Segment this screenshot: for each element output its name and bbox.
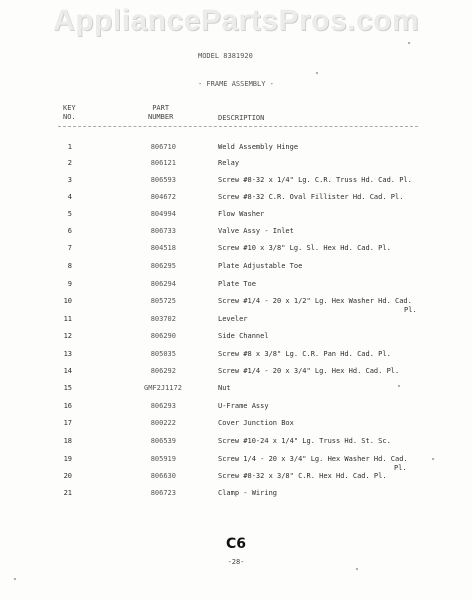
part-description: Screw #10 x 3/8" Lg. Sl. Hex Hd. Cad. Pl. — [218, 244, 391, 252]
key-number: 17 — [63, 419, 72, 427]
part-number: 806630 — [150, 472, 176, 480]
parts-row — [0, 437, 472, 447]
parts-row — [0, 315, 472, 325]
parts-row — [0, 244, 472, 254]
key-number: 19 — [63, 455, 72, 463]
part-number: 806292 — [150, 367, 176, 375]
part-description: Relay — [218, 159, 240, 167]
key-number: 10 — [63, 297, 72, 305]
key-number: 8 — [67, 262, 72, 270]
part-number: 806710 — [150, 143, 176, 151]
parts-row — [0, 350, 472, 360]
part-number: 806539 — [150, 437, 176, 445]
key-number: 1 — [67, 143, 72, 151]
parts-row — [0, 455, 472, 472]
key-number: 14 — [63, 367, 72, 375]
parts-row — [0, 193, 472, 203]
part-number: 806293 — [150, 402, 176, 410]
part-number: 806723 — [150, 489, 176, 497]
part-header-line1: PART — [152, 104, 170, 112]
part-description: Screw #8-32 C.R. Oval Fillister Hd. Cad. Pl. — [218, 193, 404, 201]
parts-row — [0, 332, 472, 342]
key-number: 9 — [67, 280, 72, 288]
description-header: DESCRIPTION — [218, 114, 265, 122]
parts-row — [0, 402, 472, 412]
part-number: 800222 — [150, 419, 176, 427]
part-description: Side Channel — [218, 332, 269, 340]
parts-row — [0, 227, 472, 237]
key-number: 16 — [63, 402, 72, 410]
parts-row — [0, 367, 472, 377]
scan-speck — [14, 578, 16, 580]
part-number: 806294 — [150, 280, 176, 288]
part-number: 804672 — [150, 193, 176, 201]
model-number: MODEL 8381920 — [198, 52, 253, 60]
part-description: Plate Adjustable Toe — [218, 262, 303, 270]
key-number: 6 — [67, 227, 72, 235]
section-title: - FRAME ASSEMBLY - — [198, 80, 274, 88]
scan-speck — [408, 42, 410, 44]
key-number: 4 — [67, 193, 72, 201]
part-description: Weld Assembly Hinge — [218, 143, 299, 151]
parts-row — [0, 176, 472, 186]
part-description: Nut — [218, 384, 231, 392]
key-number: 21 — [63, 489, 72, 497]
part-description: Screw #10-24 x 1/4" Lg. Truss Hd. St. Sc. — [218, 437, 391, 445]
parts-row — [0, 384, 472, 394]
part-description: Screw #8-32 x 3/8" C.R. Hex Hd. Cad. Pl. — [218, 472, 387, 480]
key-number: 3 — [67, 176, 72, 184]
part-description: Cover Junction Box — [218, 419, 294, 427]
part-description: Plate Toe — [218, 280, 256, 288]
key-number: 2 — [67, 159, 72, 167]
part-description: Valve Assy - Inlet — [218, 227, 294, 235]
part-description: Clamp - Wiring — [218, 489, 278, 497]
scan-speck — [398, 385, 400, 387]
part-number: 805725 — [150, 297, 176, 305]
part-number: 804994 — [150, 210, 176, 218]
scan-speck — [356, 568, 358, 570]
part-number: 805035 — [150, 350, 176, 358]
key-header-line1: KEY — [63, 104, 76, 112]
key-number: 11 — [63, 315, 72, 323]
parts-row — [0, 262, 472, 272]
key-number: 12 — [63, 332, 72, 340]
description-continuation: Pl. — [404, 306, 417, 314]
part-description: Flow Washer — [218, 210, 265, 218]
parts-row — [0, 159, 472, 169]
part-description: U-Frame Assy — [218, 402, 269, 410]
key-number: 20 — [63, 472, 72, 480]
part-number-header — [148, 104, 173, 122]
part-description: Screw #8 x 3/8" Lg. C.R. Pan Hd. Cad. Pl. — [218, 350, 391, 358]
scan-speck — [316, 72, 318, 74]
parts-row — [0, 210, 472, 220]
watermark-text: AppliancePartsPros.com — [52, 4, 420, 37]
part-number: 806295 — [150, 262, 176, 270]
part-number: GMF2J1172 — [144, 384, 182, 392]
parts-row — [0, 489, 472, 499]
part-description: Screw 1/4 - 20 x 3/4" Lg. Hex Washer Hd. Cad. — [218, 455, 408, 463]
part-number: 805919 — [150, 455, 176, 463]
description-continuation: Pl. — [394, 464, 407, 472]
header-rule — [58, 126, 418, 127]
key-header-line2: NO. — [63, 113, 76, 121]
part-number: 803702 — [150, 315, 176, 323]
page-number: -28- — [227, 558, 245, 566]
key-number: 7 — [67, 244, 72, 252]
parts-row — [0, 280, 472, 290]
key-number: 13 — [63, 350, 72, 358]
part-description: Screw #1/4 - 20 x 3/4" Lg. Hex Hd. Cad. Pl. — [218, 367, 400, 375]
parts-row — [0, 297, 472, 314]
key-no-header — [63, 104, 76, 122]
part-description: Leveler — [218, 315, 248, 323]
part-description: Screw #1/4 - 20 x 1/2" Lg. Hex Washer Hd. Cad. — [218, 297, 412, 305]
scan-speck — [432, 458, 434, 460]
part-header-line2: NUMBER — [148, 113, 174, 121]
part-number: 806733 — [150, 227, 176, 235]
part-description: Screw #8-32 x 1/4" Lg. C.R. Truss Hd. Cad. Pl. — [218, 176, 412, 184]
key-number: 5 — [67, 210, 72, 218]
key-number: 18 — [63, 437, 72, 445]
part-number: 806290 — [150, 332, 176, 340]
key-number: 15 — [63, 384, 72, 392]
part-number: 806593 — [150, 176, 176, 184]
part-number: 806121 — [150, 159, 176, 167]
parts-row — [0, 143, 472, 153]
parts-row — [0, 472, 472, 482]
page-code: C6 — [225, 536, 246, 552]
part-number: 804518 — [150, 244, 176, 252]
parts-row — [0, 419, 472, 429]
